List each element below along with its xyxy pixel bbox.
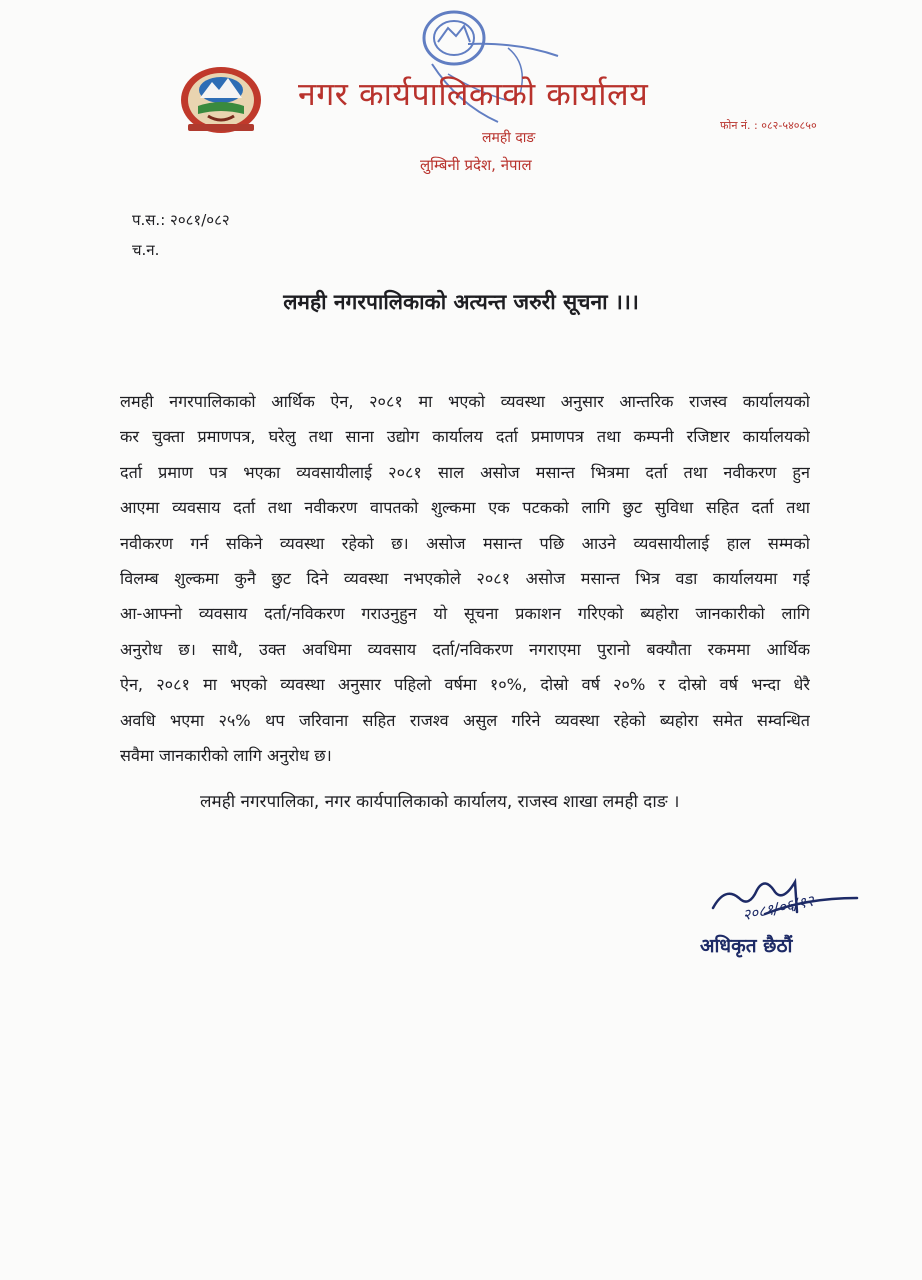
signatory-designation: अधिकृत छैठौं	[700, 935, 793, 957]
province-name: लुम्बिनी प्रदेश, नेपाल	[420, 156, 532, 174]
notice-body	[120, 384, 810, 773]
body-line: दर्ता प्रमाण पत्र भएका व्यवसायीलाई २०८१ साल असोज मसान्त भित्रमा दर्ता तथा नवीकरण हुन	[120, 462, 810, 482]
body-line: ऐन, २०८१ मा भएको व्यवस्था अनुसार पहिलो वर्षमा १०%, दोस्रो वर्ष २०% र दोस्रो वर्ष भन्दा धेरै	[120, 675, 810, 695]
phone-number: फोन नं. : ०८२-५४०८५०	[720, 119, 817, 132]
town-name: लमही दाङ	[482, 130, 536, 146]
body-line: अनुरोध छ। साथै, उक्त अवधिमा व्यवसाय दर्ता/नविकरण नगराएमा पुरानो बक्यौता रकममा आर्थिक	[120, 639, 810, 659]
body-line: आएमा व्यवसाय दर्ता तथा नवीकरण वापतको शुल्कमा एक पटकको लागि छुट सुविधा सहित दर्ता तथा	[120, 498, 810, 518]
nepal-emblem-icon	[178, 60, 264, 136]
issuing-office-line: लमही नगरपालिका, नगर कार्यपालिकाको कार्यालय, राजस्व शाखा लमही दाङ ।	[200, 792, 680, 812]
signature-date: २०८१/०६/१२	[740, 891, 816, 925]
body-line: अवधि भएमा २५% थप जरिवाना सहित राजश्व असुल गरिने व्यवस्था रहेको ब्यहोरा समेत सम्वन्धित	[120, 710, 810, 730]
letter-number: प.स.: २०८१/०८२	[132, 211, 230, 229]
dispatch-number: च.न.	[132, 241, 160, 259]
body-line: सवैमा जानकारीको लागि अनुरोध छ।	[120, 746, 332, 766]
office-title: नगर कार्यपालिकाको कार्यालय	[298, 75, 649, 113]
body-line: विलम्ब शुल्कमा कुनै छुट दिने व्यवस्था नभएकोले २०८१ असोज मसान्त भित्र वडा कार्यालयमा गई	[120, 569, 810, 589]
notice-title: लमही नगरपालिकाको अत्यन्त जरुरी सूचना ।।।	[283, 290, 639, 314]
body-line: नवीकरण गर्न सकिने व्यवस्था रहेको छ। असोज मसान्त पछि आउने व्यवसायीलाई हाल सम्मको	[120, 533, 810, 553]
body-line: आ-आफ्नो व्यवसाय दर्ता/नविकरण गराउनुहुन यो सूचना प्रकाशन गरिएको ब्यहोरा जानकारीको लागि	[120, 604, 810, 624]
body-line: लमही नगरपालिकाको आर्थिक ऐन, २०८१ मा भएको व्यवस्था अनुसार आन्तरिक राजस्व कार्यालयको	[120, 392, 810, 411]
body-line: कर चुक्ता प्रमाणपत्र, घरेलु तथा साना उद्योग कार्यालय दर्ता प्रमाणपत्र तथा कम्पनी रजिष्टार कार्यालयको	[120, 427, 810, 447]
